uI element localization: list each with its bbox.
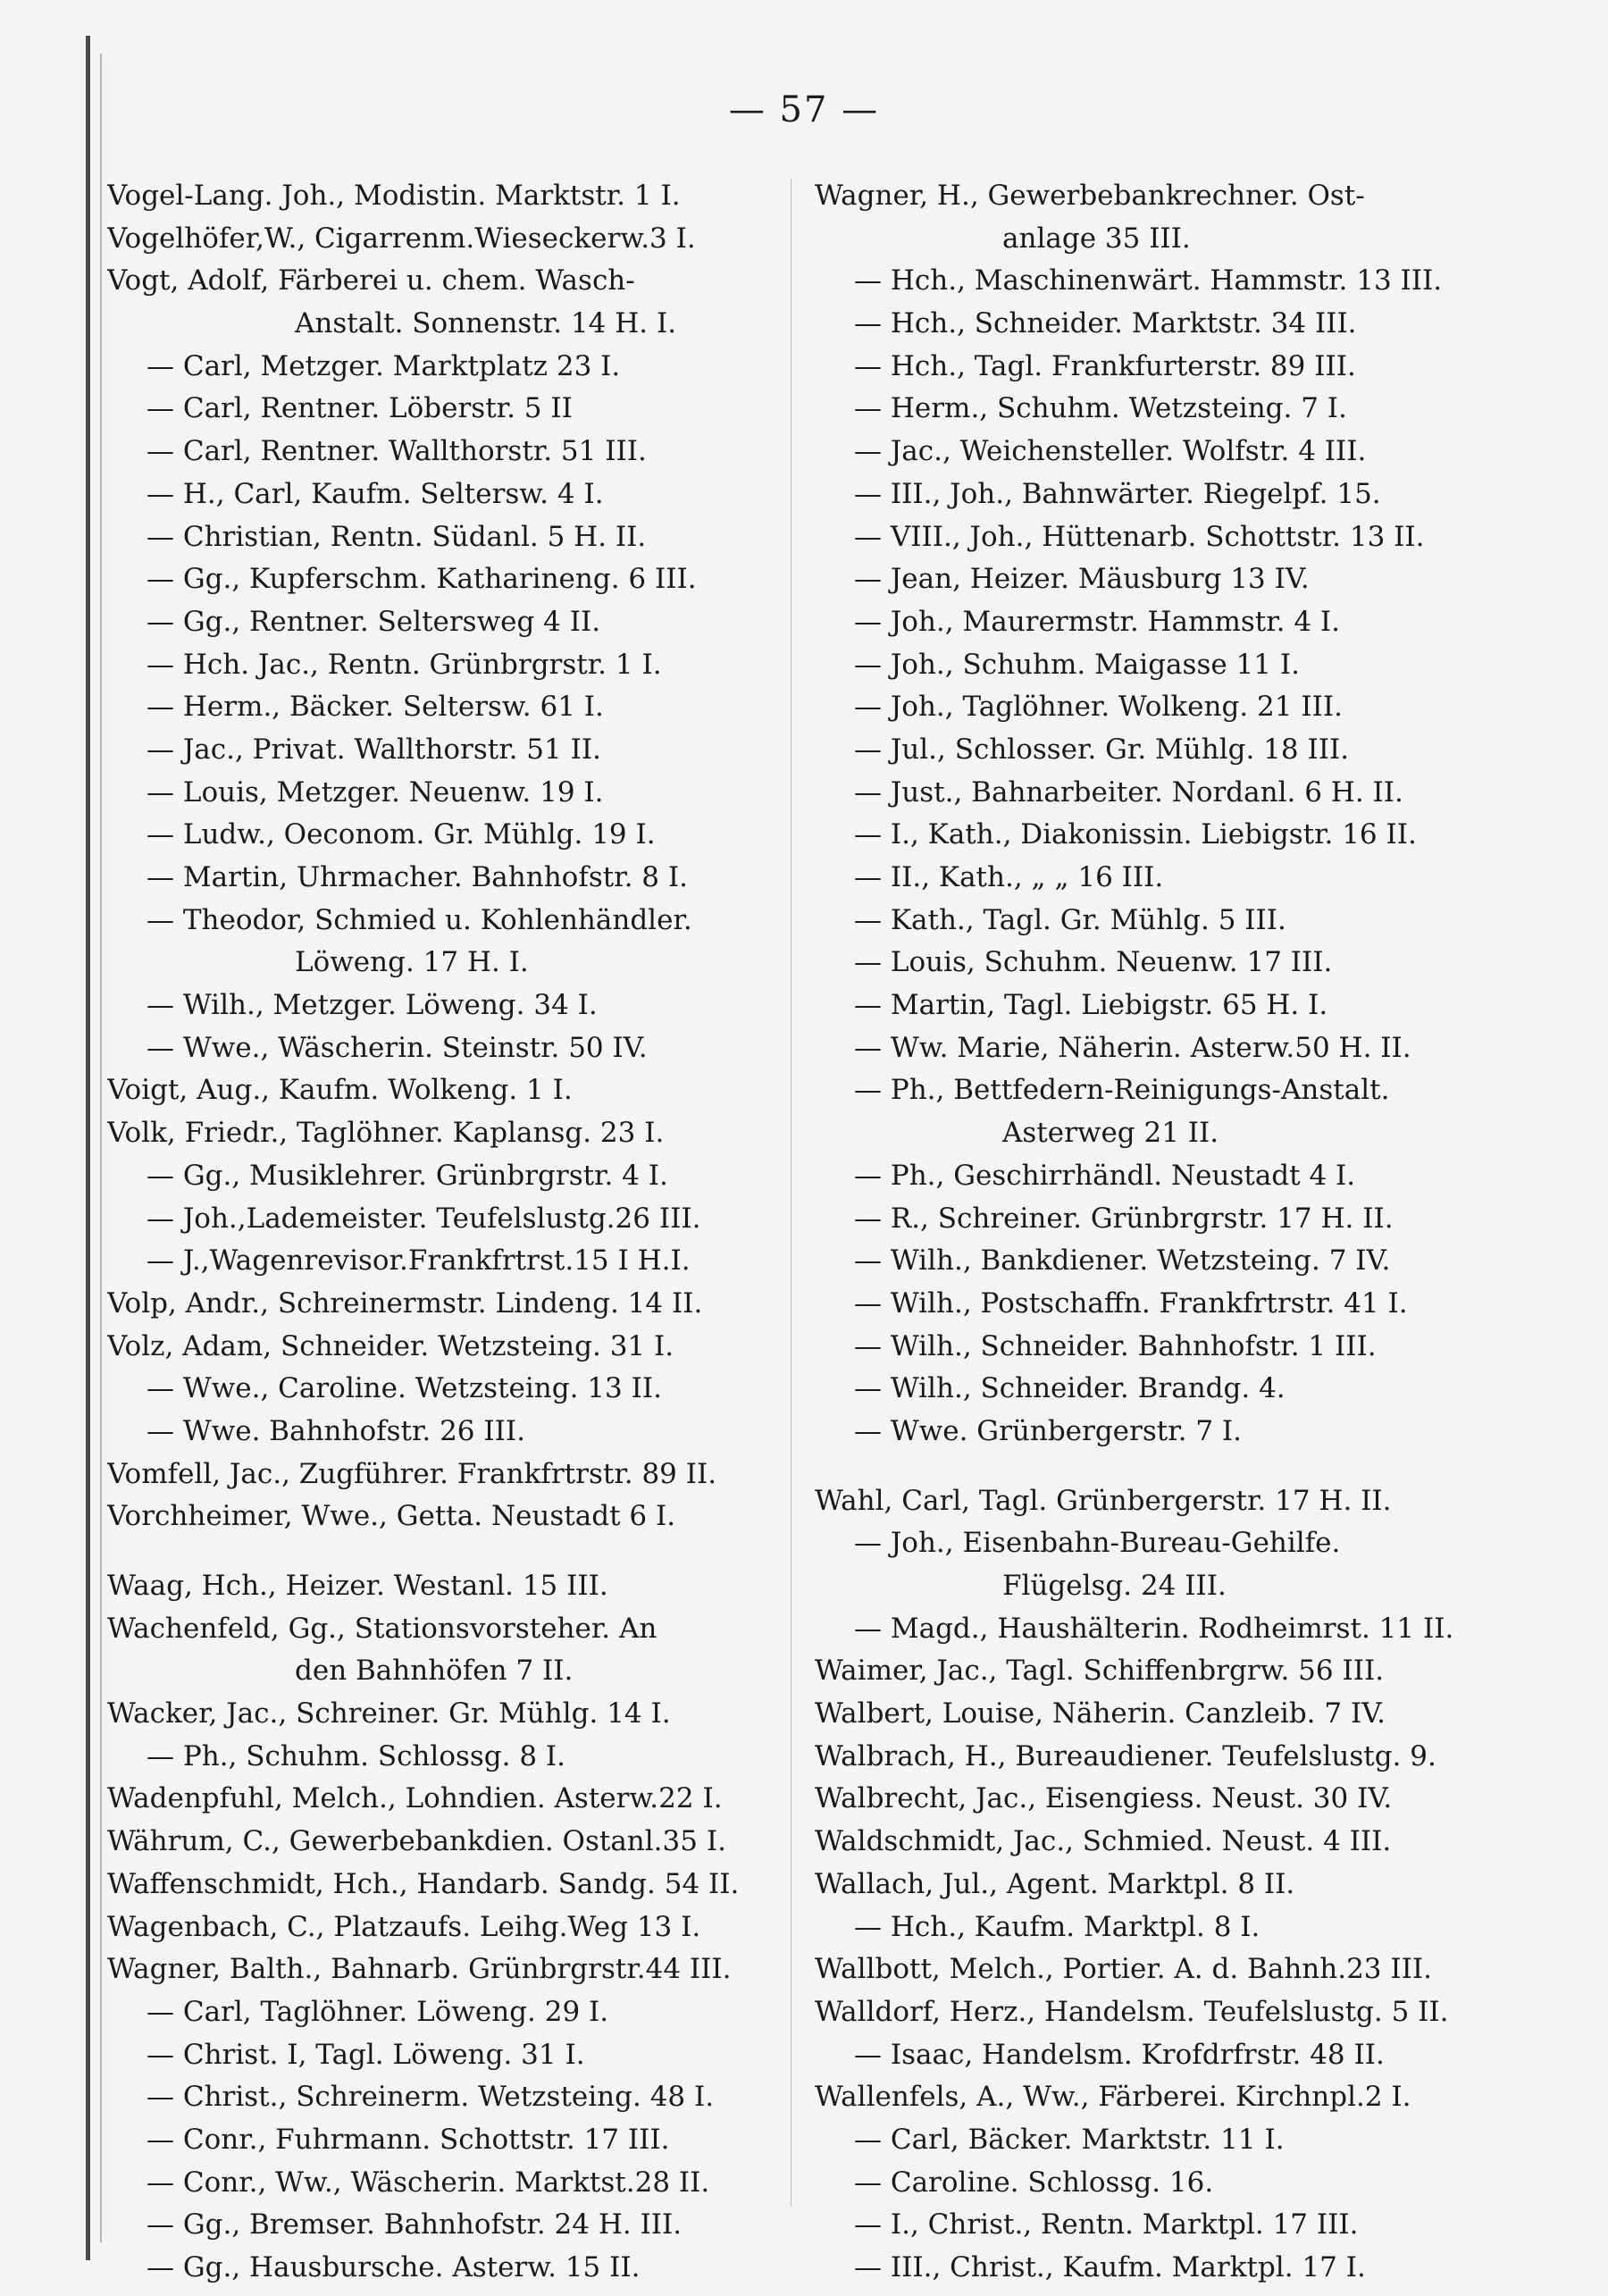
- directory-entry: — Gg., Musiklehrer. Grünbrgrstr. 4 I.: [147, 1159, 668, 1192]
- left-column: [107, 175, 786, 2283]
- directory-entry: — Ph., Schuhm. Schlossg. 8 I.: [147, 1739, 566, 1772]
- directory-entry: den Bahnhöfen 7 II.: [295, 1655, 574, 1688]
- directory-entry: — Carl, Bäcker. Marktstr. 11 I.: [854, 2123, 1285, 2156]
- directory-entry: Anstalt. Sonnenstr. 14 H. I.: [295, 307, 677, 340]
- directory-entry: Volk, Friedr., Taglöhner. Kaplansg. 23 I.: [107, 1117, 665, 1150]
- directory-entry: — Carl, Taglöhner. Löweng. 29 I.: [147, 1995, 609, 2028]
- directory-entry: — Christ., Schreinerm. Wetzsteing. 48 I.: [147, 2081, 715, 2114]
- directory-entry: — Wwe., Caroline. Wetzsteing. 13 II.: [147, 1372, 662, 1405]
- directory-entry: — Carl, Rentner. Löberstr. 5 II: [147, 392, 573, 425]
- directory-entry: Wadenpfuhl, Melch., Lohndien. Asterw.22 I.: [107, 1782, 723, 1815]
- directory-entry: — Wwe. Grünbergerstr. 7 I.: [854, 1414, 1242, 1447]
- directory-entry: — Wilh., Schneider. Bahnhofstr. 1 III.: [854, 1329, 1377, 1362]
- directory-entry: — Ph., Geschirrhändl. Neustadt 4 I.: [854, 1159, 1356, 1192]
- directory-entry: — Hch., Maschinenwärt. Hammstr. 13 III.: [854, 264, 1443, 297]
- directory-entry: Wagenbach, C., Platzaufs. Leihg.Weg 13 I.: [107, 1910, 701, 1943]
- directory-entry: Vomfell, Jac., Zugführer. Frankfrtrstr. 89 II.: [107, 1457, 717, 1490]
- directory-entry: — Gg., Bremser. Bahnhofstr. 24 H. III.: [147, 2208, 683, 2242]
- directory-entry: Voigt, Aug., Kaufm. Wolkeng. 1 I.: [107, 1074, 573, 1107]
- directory-entry: — II., Kath., „ „ 16 III.: [854, 861, 1164, 893]
- directory-entry: — Martin, Uhrmacher. Bahnhofstr. 8 I.: [147, 861, 688, 893]
- directory-entry: Löweng. 17 H. I.: [295, 946, 529, 979]
- right-column: [815, 175, 1485, 2283]
- directory-entry: Walbrach, H., Bureaudiener. Teufelslustg. 9.: [815, 1739, 1436, 1772]
- directory-entry: — Martin, Tagl. Liebigstr. 65 H. I.: [854, 989, 1328, 1022]
- directory-entry: — Jean, Heizer. Mäusburg 13 IV.: [854, 563, 1310, 596]
- directory-entry: — Louis, Schuhm. Neuenw. 17 III.: [854, 946, 1333, 979]
- directory-entry: — Ww. Marie, Näherin. Asterw.50 H. II.: [854, 1031, 1411, 1064]
- directory-entry: — III., Joh., Bahnwärter. Riegelpf. 15.: [854, 477, 1381, 510]
- directory-entry: — Hch., Kaufm. Marktpl. 8 I.: [854, 1910, 1260, 1943]
- directory-entry: Waag, Hch., Heizer. Westanl. 15 III.: [107, 1570, 608, 1602]
- directory-entry: Wacker, Jac., Schreiner. Gr. Mühlg. 14 I.: [107, 1697, 671, 1730]
- directory-entry: — VIII., Joh., Hüttenarb. Schottstr. 13 II.: [854, 520, 1425, 553]
- directory-entry: Wallach, Jul., Agent. Marktpl. 8 II.: [815, 1867, 1295, 1900]
- directory-entry: Vogelhöfer,W., Cigarrenm.Wieseckerw.3 I.: [107, 222, 696, 255]
- directory-entry: Wagner, H., Gewerbebankrechner. Ost-: [815, 180, 1365, 212]
- directory-entry: — Magd., Haushälterin. Rodheimrst. 11 II.: [854, 1612, 1454, 1645]
- directory-entry: — Jac., Weichensteller. Wolfstr. 4 III.: [854, 435, 1367, 468]
- directory-entry: Vorchheimer, Wwe., Getta. Neustadt 6 I.: [107, 1500, 676, 1533]
- directory-entry: — Hch., Tagl. Frankfurterstr. 89 III.: [854, 349, 1356, 382]
- directory-entry: — Joh., Taglöhner. Wolkeng. 21 III.: [854, 691, 1343, 724]
- directory-entry: — J.,Wagenrevisor.Frankfrtrst.15 I H.I.: [147, 1244, 691, 1278]
- directory-entry: Wahl, Carl, Tagl. Grünbergerstr. 17 H. II.: [815, 1484, 1392, 1517]
- directory-entry: — Wilh., Schneider. Brandg. 4.: [854, 1372, 1286, 1405]
- directory-entry: — Conr., Fuhrmann. Schottstr. 17 III.: [147, 2123, 670, 2156]
- directory-entry: — Joh.,Lademeister. Teufelslustg.26 III.: [147, 1202, 701, 1235]
- directory-entry: — R., Schreiner. Grünbrgrstr. 17 H. II.: [854, 1202, 1394, 1235]
- directory-entry: — Hch., Schneider. Marktstr. 34 III.: [854, 307, 1357, 340]
- directory-entry: Volp, Andr., Schreinermstr. Lindeng. 14 II.: [107, 1286, 703, 1320]
- directory-entry: Waimer, Jac., Tagl. Schiffenbrgrw. 56 III.: [815, 1655, 1385, 1688]
- directory-entry: Waldschmidt, Jac., Schmied. Neust. 4 III.: [815, 1825, 1392, 1858]
- directory-entry: Vogt, Adolf, Färberei u. chem. Wasch-: [107, 264, 635, 297]
- directory-entry: — Joh., Schuhm. Maigasse 11 I.: [854, 648, 1300, 681]
- directory-entry: — Joh., Eisenbahn-Bureau-Gehilfe.: [854, 1527, 1341, 1560]
- scan-edge: [86, 36, 90, 2260]
- directory-entry: — Just., Bahnarbeiter. Nordanl. 6 H. II.: [854, 775, 1403, 809]
- directory-entry: — Gg., Rentner. Seltersweg 4 II.: [147, 605, 601, 638]
- directory-entry: Waffenschmidt, Hch., Handarb. Sandg. 54 II.: [107, 1867, 740, 1900]
- directory-entry: — Caroline. Schlossg. 16.: [854, 2166, 1214, 2199]
- directory-entry: — Wilh., Postschaffn. Frankfrtrstr. 41 I.: [854, 1286, 1408, 1320]
- directory-entry: — Conr., Ww., Wäscherin. Marktst.28 II.: [147, 2166, 710, 2199]
- directory-entry: — Jac., Privat. Wallthorstr. 51 II.: [147, 733, 601, 766]
- directory-entry: Vogel-Lang. Joh., Modistin. Marktstr. 1 I.: [107, 180, 681, 212]
- directory-entry: — Gg., Hausbursche. Asterw. 15 II.: [147, 2251, 641, 2283]
- directory-entry: Wallbott, Melch., Portier. A. d. Bahnh.23 III.: [815, 1953, 1432, 1986]
- directory-entry: — Christian, Rentn. Südanl. 5 H. II.: [147, 520, 647, 553]
- directory-entry: — Carl, Rentner. Wallthorstr. 51 III.: [147, 435, 647, 468]
- directory-entry: anlage 35 III.: [1002, 222, 1191, 255]
- directory-entry: Währum, C., Gewerbebankdien. Ostanl.35 I.: [107, 1825, 726, 1858]
- directory-entry: — Wwe. Bahnhofstr. 26 III.: [147, 1414, 525, 1447]
- directory-entry: Walbert, Louise, Näherin. Canzleib. 7 IV.: [815, 1697, 1386, 1730]
- directory-entry: Walbrecht, Jac., Eisengiess. Neust. 30 IV.: [815, 1782, 1393, 1815]
- directory-entry: — Louis, Metzger. Neuenw. 19 I.: [147, 775, 604, 809]
- directory-entry: — Wwe., Wäscherin. Steinstr. 50 IV.: [147, 1031, 648, 1064]
- directory-entry: Wallenfels, A., Ww., Färberei. Kirchnpl.2 I.: [815, 2081, 1411, 2114]
- directory-entry: — Herm., Schuhm. Wetzsteing. 7 I.: [854, 392, 1347, 425]
- directory-entry: — Herm., Bäcker. Seltersw. 61 I.: [147, 691, 604, 724]
- directory-entry: — Jul., Schlosser. Gr. Mühlg. 18 III.: [854, 733, 1350, 766]
- directory-entry: Walldorf, Herz., Handelsm. Teufelslustg. 5 II.: [815, 1995, 1449, 2028]
- directory-entry: Wagner, Balth., Bahnarb. Grünbrgrstr.44 III.: [107, 1953, 732, 1986]
- directory-entry: — III., Christ., Kaufm. Marktpl. 17 I.: [854, 2251, 1366, 2283]
- directory-entry: — Kath., Tagl. Gr. Mühlg. 5 III.: [854, 903, 1286, 936]
- directory-entry: — Theodor, Schmied u. Kohlenhändler.: [147, 903, 692, 936]
- directory-entry: — H., Carl, Kaufm. Seltersw. 4 I.: [147, 477, 604, 510]
- directory-entry: — Ludw., Oeconom. Gr. Mühlg. 19 I.: [147, 818, 656, 851]
- directory-entry: Asterweg 21 II.: [1002, 1117, 1219, 1150]
- directory-entry: Flügelsg. 24 III.: [1002, 1570, 1227, 1602]
- directory-entry: — Joh., Maurermstr. Hammstr. 4 I.: [854, 605, 1340, 638]
- directory-entry: — Isaac, Handelsm. Krofdrfrstr. 48 II.: [854, 2038, 1385, 2071]
- scan-edge-shadow: [100, 54, 102, 2242]
- directory-entry: — I., Kath., Diakonissin. Liebigstr. 16 II.: [854, 818, 1417, 851]
- directory-entry: — I., Christ., Rentn. Marktpl. 17 III.: [854, 2208, 1359, 2242]
- directory-entry: — Hch. Jac., Rentn. Grünbrgrstr. 1 I.: [147, 648, 662, 681]
- directory-entry: — Wilh., Bankdiener. Wetzsteing. 7 IV.: [854, 1244, 1391, 1278]
- directory-entry: Wachenfeld, Gg., Stationsvorsteher. An: [107, 1612, 657, 1645]
- directory-entry: — Gg., Kupferschm. Katharineng. 6 III.: [147, 563, 697, 596]
- directory-entry: — Christ. I, Tagl. Löweng. 31 I.: [147, 2038, 585, 2071]
- directory-entry: — Carl, Metzger. Marktplatz 23 I.: [147, 349, 621, 382]
- page-number: — 57 —: [728, 89, 880, 130]
- directory-entry: — Ph., Bettfedern-Reinigungs-Anstalt.: [854, 1074, 1390, 1107]
- directory-entry: Volz, Adam, Schneider. Wetzsteing. 31 I.: [107, 1329, 674, 1362]
- directory-entry: — Wilh., Metzger. Löweng. 34 I.: [147, 989, 598, 1022]
